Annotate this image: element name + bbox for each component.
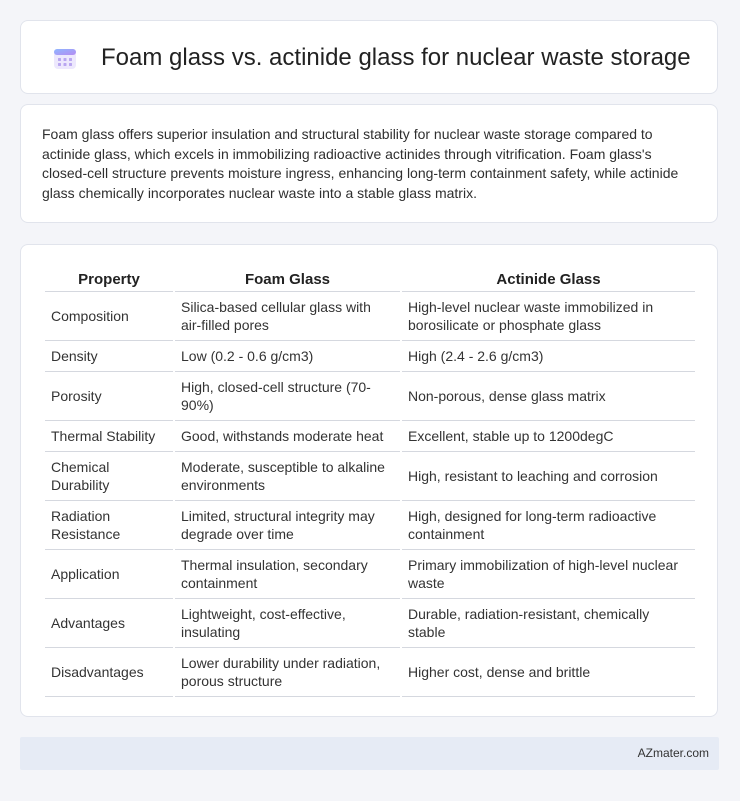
comparison-card (20, 244, 718, 717)
calendar-icon (53, 46, 77, 70)
property-cell: Porosity (45, 372, 173, 421)
actinide-glass-cell: High (2.4 - 2.6 g/cm3) (402, 341, 695, 372)
actinide-glass-cell: High, designed for long-term radioactive containment (402, 501, 695, 550)
table-row (45, 550, 695, 599)
table-row (45, 599, 695, 648)
actinide-glass-cell: High-level nuclear waste immobilized in borosilicate or phosphate glass (402, 292, 695, 341)
actinide-glass-cell: Primary immobilization of high-level nuclear waste (402, 550, 695, 599)
intro-text: Foam glass offers superior insulation and structural stability for nuclear waste storage compared to actinide glass, which excels in immobilizing radioactive actinides through vitrification. Foam glass's closed-cell structure prevents moisture ingress, enhancing long-term containment safety, while actinide glass chemically incorporates nuclear waste into a stable glass matrix. (42, 126, 679, 201)
intro-card (20, 104, 718, 223)
column-header-property: Property (45, 265, 173, 292)
column-header-actinide-glass: Actinide Glass (402, 265, 695, 292)
property-cell: Thermal Stability (45, 421, 173, 452)
table-row (45, 372, 695, 421)
foam-glass-cell: Moderate, susceptible to alkaline environments (175, 452, 400, 501)
property-cell: Composition (45, 292, 173, 341)
property-cell: Density (45, 341, 173, 372)
foam-glass-cell: Thermal insulation, secondary containment (175, 550, 400, 599)
comparison-table (43, 265, 697, 697)
actinide-glass-cell: Non-porous, dense glass matrix (402, 372, 695, 421)
table-row (45, 421, 695, 452)
property-cell: Disadvantages (45, 648, 173, 697)
property-cell: Chemical Durability (45, 452, 173, 501)
table-row (45, 341, 695, 372)
foam-glass-cell: Low (0.2 - 0.6 g/cm3) (175, 341, 400, 372)
foam-glass-cell: High, closed-cell structure (70-90%) (175, 372, 400, 421)
foam-glass-cell: Lower durability under radiation, porous structure (175, 648, 400, 697)
actinide-glass-cell: Higher cost, dense and brittle (402, 648, 695, 697)
table-row (45, 452, 695, 501)
actinide-glass-cell: Durable, radiation-resistant, chemically stable (402, 599, 695, 648)
column-header-foam-glass: Foam Glass (175, 265, 400, 292)
page-title: Foam glass vs. actinide glass for nuclear waste storage (101, 44, 691, 71)
table-row (45, 648, 695, 697)
table-header-row (45, 265, 695, 292)
foam-glass-cell: Silica-based cellular glass with air-filled pores (175, 292, 400, 341)
title-card (20, 20, 718, 94)
footer (20, 737, 719, 770)
property-cell: Radiation Resistance (45, 501, 173, 550)
foam-glass-cell: Limited, structural integrity may degrade over time (175, 501, 400, 550)
actinide-glass-cell: High, resistant to leaching and corrosion (402, 452, 695, 501)
foam-glass-cell: Lightweight, cost-effective, insulating (175, 599, 400, 648)
footer-brand[interactable]: AZmater.com (637, 746, 709, 760)
table-row (45, 501, 695, 550)
table-row (45, 292, 695, 341)
property-cell: Application (45, 550, 173, 599)
foam-glass-cell: Good, withstands moderate heat (175, 421, 400, 452)
property-cell: Advantages (45, 599, 173, 648)
actinide-glass-cell: Excellent, stable up to 1200degC (402, 421, 695, 452)
